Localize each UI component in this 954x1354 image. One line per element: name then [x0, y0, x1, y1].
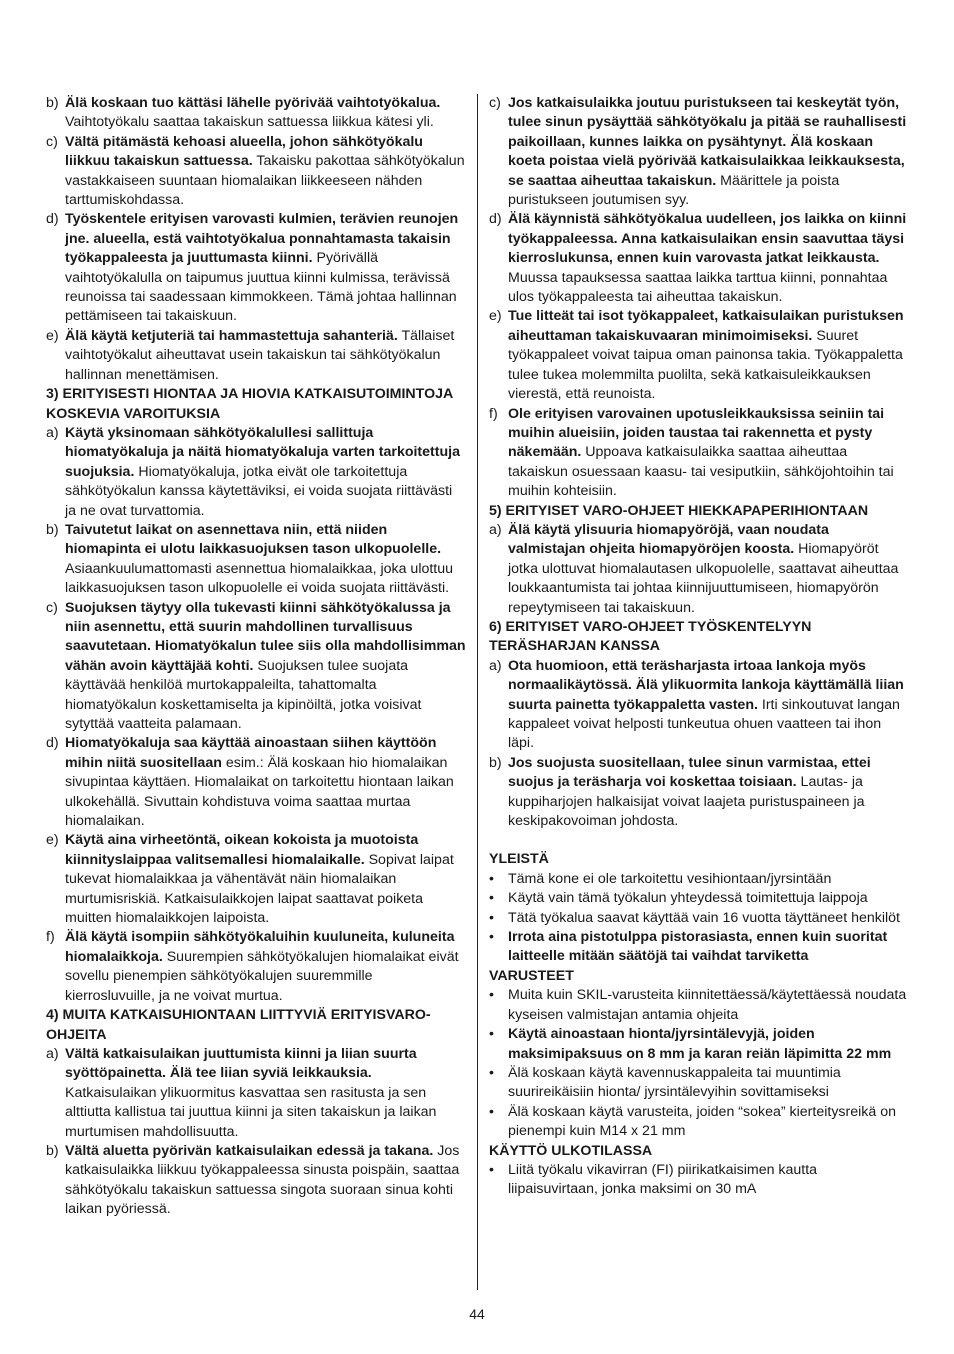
item-text: Tätä työkalua saavat käyttää vain 16 vuotta täyttäneet henkilöt — [508, 909, 900, 926]
item-emphasis: Käytä yksinomaan sähkötyökalullesi sallittuja hiomatyökaluja ja näitä hiomatyökaluja varten tarkoitettuja suojuksia. — [65, 424, 460, 480]
section-title: KÄYTTÖ ULKOTILASSA — [489, 1142, 653, 1159]
item-text: Hiomapyöröt jotka ulottuvat hiomalautasen ulkopuolelle, saattavat aiheuttaa loukkaantumista tai johtaa kiinnijuuttumiseen, hiomapyörön repeytymiseen tai takaiskuun. — [508, 541, 899, 616]
item-label: d) — [489, 211, 502, 228]
list-item — [489, 405, 909, 502]
list-item — [46, 133, 466, 211]
bullet-item — [489, 889, 909, 908]
list-item — [489, 307, 909, 404]
item-text: Käytä vain tämä työkalun yhteydessä toimitettuja laippoja — [508, 890, 868, 907]
item-label: b) — [46, 521, 59, 538]
item-emphasis: Hiomatyökaluja saa käyttää ainoastaan siihen käyttöön mihin niitä suositellaan — [65, 735, 437, 771]
page-number: 44 — [469, 1306, 485, 1322]
item-label: a) — [489, 521, 502, 538]
item-text: Katkaisulaikan ylikuormitus kasvattaa sen rasitusta ja sen alttiutta kallistua tai juuttua kiinni ja siten takaiskun ja laikan murtumisen mahdollisuutta. — [65, 1084, 437, 1140]
item-label: c) — [489, 95, 501, 111]
item-text: Tällaiset vaihtotyökalut aiheuttavat usein takaiskun tai sähkötyökalun hallinnan menettämisen. — [65, 327, 455, 383]
spacer — [489, 831, 909, 850]
list-item — [489, 657, 909, 754]
list-item — [46, 521, 466, 599]
item-label: a) — [46, 1045, 59, 1062]
item-emphasis: Käytä ainoastaan hionta/jyrsintälevyjä, joiden maksimipaksuus on 8 mm ja karan reiän läpimitta 22 mm — [508, 1026, 892, 1062]
item-text: Suuret työkappaleet voivat taipua oman painonsa takia. Työkappaletta tulee tukea molemmilta puolilta, sekä katkaisuleikkauksen vierestä, että reunoista. — [508, 327, 903, 403]
item-label: c) — [46, 133, 58, 150]
bullet-item — [489, 1161, 909, 1200]
item-text: Älä koskaan käytä varusteita, joiden “sokea” kierteitysreikä on pienempi kuin M14 x 21 mm — [508, 1103, 896, 1140]
item-text: Uppoava katkaisulaikka saattaa aiheuttaa takaiskun osuessaan kaasu- tai vesiputkiin, sähköjohtoihin tai muihin kohteisiin. — [508, 444, 894, 500]
item-text: Jos katkaisulaikka liikkuu työkappaleessa sinusta poispäin, saattaa sähkötyökalu takaiskun sattuessa singota suoraan sinua kohti laikan pyöriessä. — [65, 1142, 460, 1218]
bullet-item — [489, 1064, 909, 1103]
bullet-marker: • — [489, 890, 494, 907]
item-emphasis: Älä käynnistä sähkötyökalua uudelleen, jos laikka on kiinni työkappaleessa. Anna katkaisulaikan ensin saavuttaa täysi kierroslukunsa, ennen kuin varovasta jatkat leikkausta. — [508, 211, 907, 267]
bullet-item — [489, 986, 909, 1025]
right-column — [489, 94, 909, 1200]
item-emphasis: Jos katkaisulaikka joutuu puristukseen tai keskeytät työn, tulee sinun pysäyttää sähkötyökalu ja pitää se rauhallisesti paikoillaan, kunnes laikka on pysähtynyt. Älä koskaan koeta poistaa vielä pyörivää katkaisulaikkaa leikkauksesta, se saattaa aiheuttaa takaiskun. — [508, 95, 907, 189]
item-text: Älä koskaan käytä kavennuskappaleita tai muuntimia suurireikäisiin hionta/ jyrsintälevyihin sovittamiseksi — [508, 1064, 841, 1101]
item-label: b) — [46, 1142, 59, 1159]
item-label: f) — [489, 405, 498, 422]
bullet-marker: • — [489, 987, 494, 1004]
item-label: b) — [489, 754, 502, 771]
item-emphasis: Työskentele erityisen varovasti kulmien, terävien reunojen jne. alueella, estä vaihtotyökalua ponnahtamasta takaisin työkappaleesta ja juuttumasta kiinni. — [65, 211, 459, 267]
bullet-marker: • — [489, 1161, 494, 1178]
item-label: f) — [46, 929, 55, 946]
item-label: a) — [489, 657, 502, 674]
item-emphasis: Vältä pitämästä kehoasi alueella, johon sähkötyökalu liikkuu takaiskun sattuessa. — [65, 133, 423, 170]
list-item — [46, 928, 466, 1006]
item-label: e) — [46, 327, 59, 344]
item-text: Sopivat laipat tukevat hiomalaikkaa ja vähentävät näin hiomalaikan murtumisriskiä. Katkaisulaikkojen laipat saattavat poiketa muitten hiomalaikkojen laipoista. — [65, 851, 454, 927]
bullet-item — [489, 1103, 909, 1142]
item-text: Suurempien sähkötyökalujen hiomalaikat eivät sovellu pienempien sähkötyökalujen suuremmille kierrosluvuille, ja ne voivat murtua. — [65, 948, 459, 1004]
item-text: Takaisku pakottaa sähkötyökalun vastakkaiseen suuntaan hiomalaikan liikkeeseen nähden tarttumiskohdassa. — [65, 153, 465, 209]
item-text: Muita kuin SKIL-varusteita kiinnitettäessä/käytettäessä noudata kyseisen valmistajan antamia ohjeita — [508, 987, 907, 1023]
item-emphasis: Älä käytä isompiin sähkötyökaluihin kuuluneita, kuluneita hiomalaikkoja. — [65, 929, 455, 965]
section-heading: 5) ERITYISET VARO-OHJEET HIEKKAPAPERIHIONTAAN — [489, 502, 869, 519]
item-emphasis: Vältä katkaisulaikan juuttumista kiinni ja liian suurta syöttöpainetta. Älä tee liian syviä leikkauksia. — [65, 1045, 417, 1082]
list-item — [46, 599, 466, 735]
item-text: Suojuksen tulee suojata käyttävää henkilöä murtokappaleilta, tahattomalta hiomatyökalun koskettamiselta ja kipinöiltä, jotka voisivat sytyttää vaatteita palamaan. — [65, 657, 422, 732]
item-text: Lautas- ja kuppiharjojen halkaisijat voivat laajeta puristuspaineen ja keskipakovoiman johdosta. — [508, 774, 865, 830]
list-item — [489, 521, 909, 618]
item-emphasis: Älä koskaan tuo kättäsi lähelle pyörivää vaihtotyökalua. — [65, 95, 441, 111]
bullet-marker: • — [489, 909, 494, 926]
item-text: esim.: Älä koskaan hio hiomalaikan sivupintaa käyttäen. Hiomalaikat on tarkoitettu hiontaan laikan ulkokehällä. Sivuttain kohdistuva voima saattaa murtaa hiomalaikan. — [65, 754, 454, 830]
bullet-marker: • — [489, 1064, 494, 1081]
item-emphasis: Ole erityisen varovainen upotusleikkauksissa seiniin tai muihin alueisiin, joiden taustaa tai rakennetta et pysty näkemään. — [508, 405, 885, 461]
bullet-item — [489, 1025, 909, 1064]
left-column — [46, 94, 466, 1220]
item-text: Tämä kone ei ole tarkoitettu vesihiontaan/jyrsintään — [508, 870, 832, 887]
bullet-marker: • — [489, 1026, 494, 1043]
item-emphasis: Käytä aina virheetöntä, oikean kokoista ja muotoista kiinnityslaippaa valitsemallesi hiomalaikalle. — [65, 832, 419, 868]
item-text: Liitä työkalu vikavirran (FI) piirikatkaisimen kautta liipaisuvirtaan, jonka maksimi on 30 mA — [508, 1161, 818, 1198]
section-heading: 6) ERITYISET VARO-OHJEET TYÖSKENTELYYN TERÄSHARJAN KANSSA — [489, 618, 812, 655]
item-emphasis: Vältä aluetta pyörivän katkaisulaikan edessä ja takana. — [65, 1142, 434, 1159]
list-item — [489, 210, 909, 307]
list-item — [46, 327, 466, 385]
item-emphasis: Älä käytä ylisuuria hiomapyöröjä, vaan noudata valmistajan ohjeita hiomapyöröjen koosta. — [508, 521, 829, 558]
item-label: b) — [46, 95, 59, 111]
bullet-item — [489, 928, 909, 967]
bullet-item — [489, 909, 909, 928]
item-text: Vaihtotyökalu saattaa takaiskun sattuessa liikkua kätesi yli. — [65, 114, 434, 131]
item-emphasis: Älä käytä ketjuteriä tai hammastettuja sahanteriä. — [65, 327, 398, 344]
item-label: a) — [46, 424, 59, 441]
item-emphasis: Jos suojusta suositellaan, tulee sinun varmistaa, ettei suojus ja teräsharja voi koskettaa toisiaan. — [508, 754, 871, 791]
list-item — [46, 94, 466, 133]
item-label: d) — [46, 735, 59, 752]
item-text: Asiaankuulumattomasti asennettua hiomalaikkaa, joka ulottuu laikkasuojuksen tason ulkopuolelle ei voida suojata riittävästi. — [65, 560, 454, 597]
item-text: Pyörivällä vaihtotyökalulla on taipumus juuttua kiinni kulmissa, terävissä reunoissa tai saadessaan kimmokkeen. Tämä johtaa hallinnan pettämiseen tai takaiskuun. — [65, 250, 457, 325]
item-emphasis: Tue litteät tai isot työkappaleet, katkaisulaikan puristuksen aiheuttaman takaiskuvaaran minimoimiseksi. — [508, 308, 904, 344]
section-heading: 4) MUITA KATKAISUHIONTAAN LIITTYVIÄ ERITYISVARO-OHJEITA — [46, 1007, 431, 1043]
bullet-marker: • — [489, 929, 494, 946]
list-item — [46, 831, 466, 928]
item-label: e) — [46, 832, 59, 849]
list-item — [46, 210, 466, 326]
item-emphasis: Taivutetut laikat on asennettava niin, että niiden hiomapinta ei ulotu laikkasuojuksen tason ulkopuolelle. — [65, 521, 442, 558]
item-label: d) — [46, 211, 59, 228]
item-text: Määrittele ja poista puristukseen joutumisen syy. — [508, 172, 840, 209]
item-label: c) — [46, 599, 58, 616]
list-item — [46, 1045, 466, 1142]
item-text: Muussa tapauksessa saattaa laikka tarttua kiinni, ponnahtaa ulos työkappaleesta tai aiheuttaa takaiskun. — [508, 269, 888, 306]
item-emphasis: Suojuksen täytyy olla tukevasti kiinni sähkötyökalussa ja niin asennettu, että suurin mahdollinen turvallisuus saavutetaan. Hiomatyökalun tulee siis olla mahdollisimman vähän avoin käyttäjää kohti. — [65, 599, 466, 674]
list-item — [46, 734, 466, 831]
section-title: VARUSTEET — [489, 967, 574, 984]
bullet-marker: • — [489, 1103, 494, 1120]
item-emphasis: Irrota aina pistotulppa pistorasiasta, ennen kuin suoritat laitteelle mitään säätöjä tai vaihdat tarviketta — [508, 929, 888, 965]
item-text: Hiomatyökaluja, jotka eivät ole tarkoitettuja sähkötyökalun kanssa käytettäviksi, ei voida suojata riittävästi ja ne ovat turvattomia. — [65, 463, 453, 519]
list-item — [489, 94, 909, 210]
list-item — [489, 754, 909, 832]
item-emphasis: Ota huomioon, että teräsharjasta irtoaa lankoja myös normaalikäytössä. Älä ylikuormita lankoja käyttämällä liian suurta painetta työkappaletta vasten. — [508, 657, 904, 713]
section-title: YLEISTÄ — [489, 851, 549, 868]
item-label: e) — [489, 308, 502, 325]
list-item — [46, 424, 466, 521]
item-text: Irti sinkoutuvat langan kappaleet voivat helposti tunkeutua ohuen vaatteen tai ihon läpi. — [508, 696, 900, 752]
bullet-item — [489, 870, 909, 889]
bullet-marker: • — [489, 870, 494, 887]
column-divider — [477, 94, 478, 1290]
list-item — [46, 1142, 466, 1220]
section-heading: 3) ERITYISESTI HIONTAA JA HIOVIA KATKAISUTOIMINTOJA KOSKEVIA VAROITUKSIA — [46, 386, 453, 422]
